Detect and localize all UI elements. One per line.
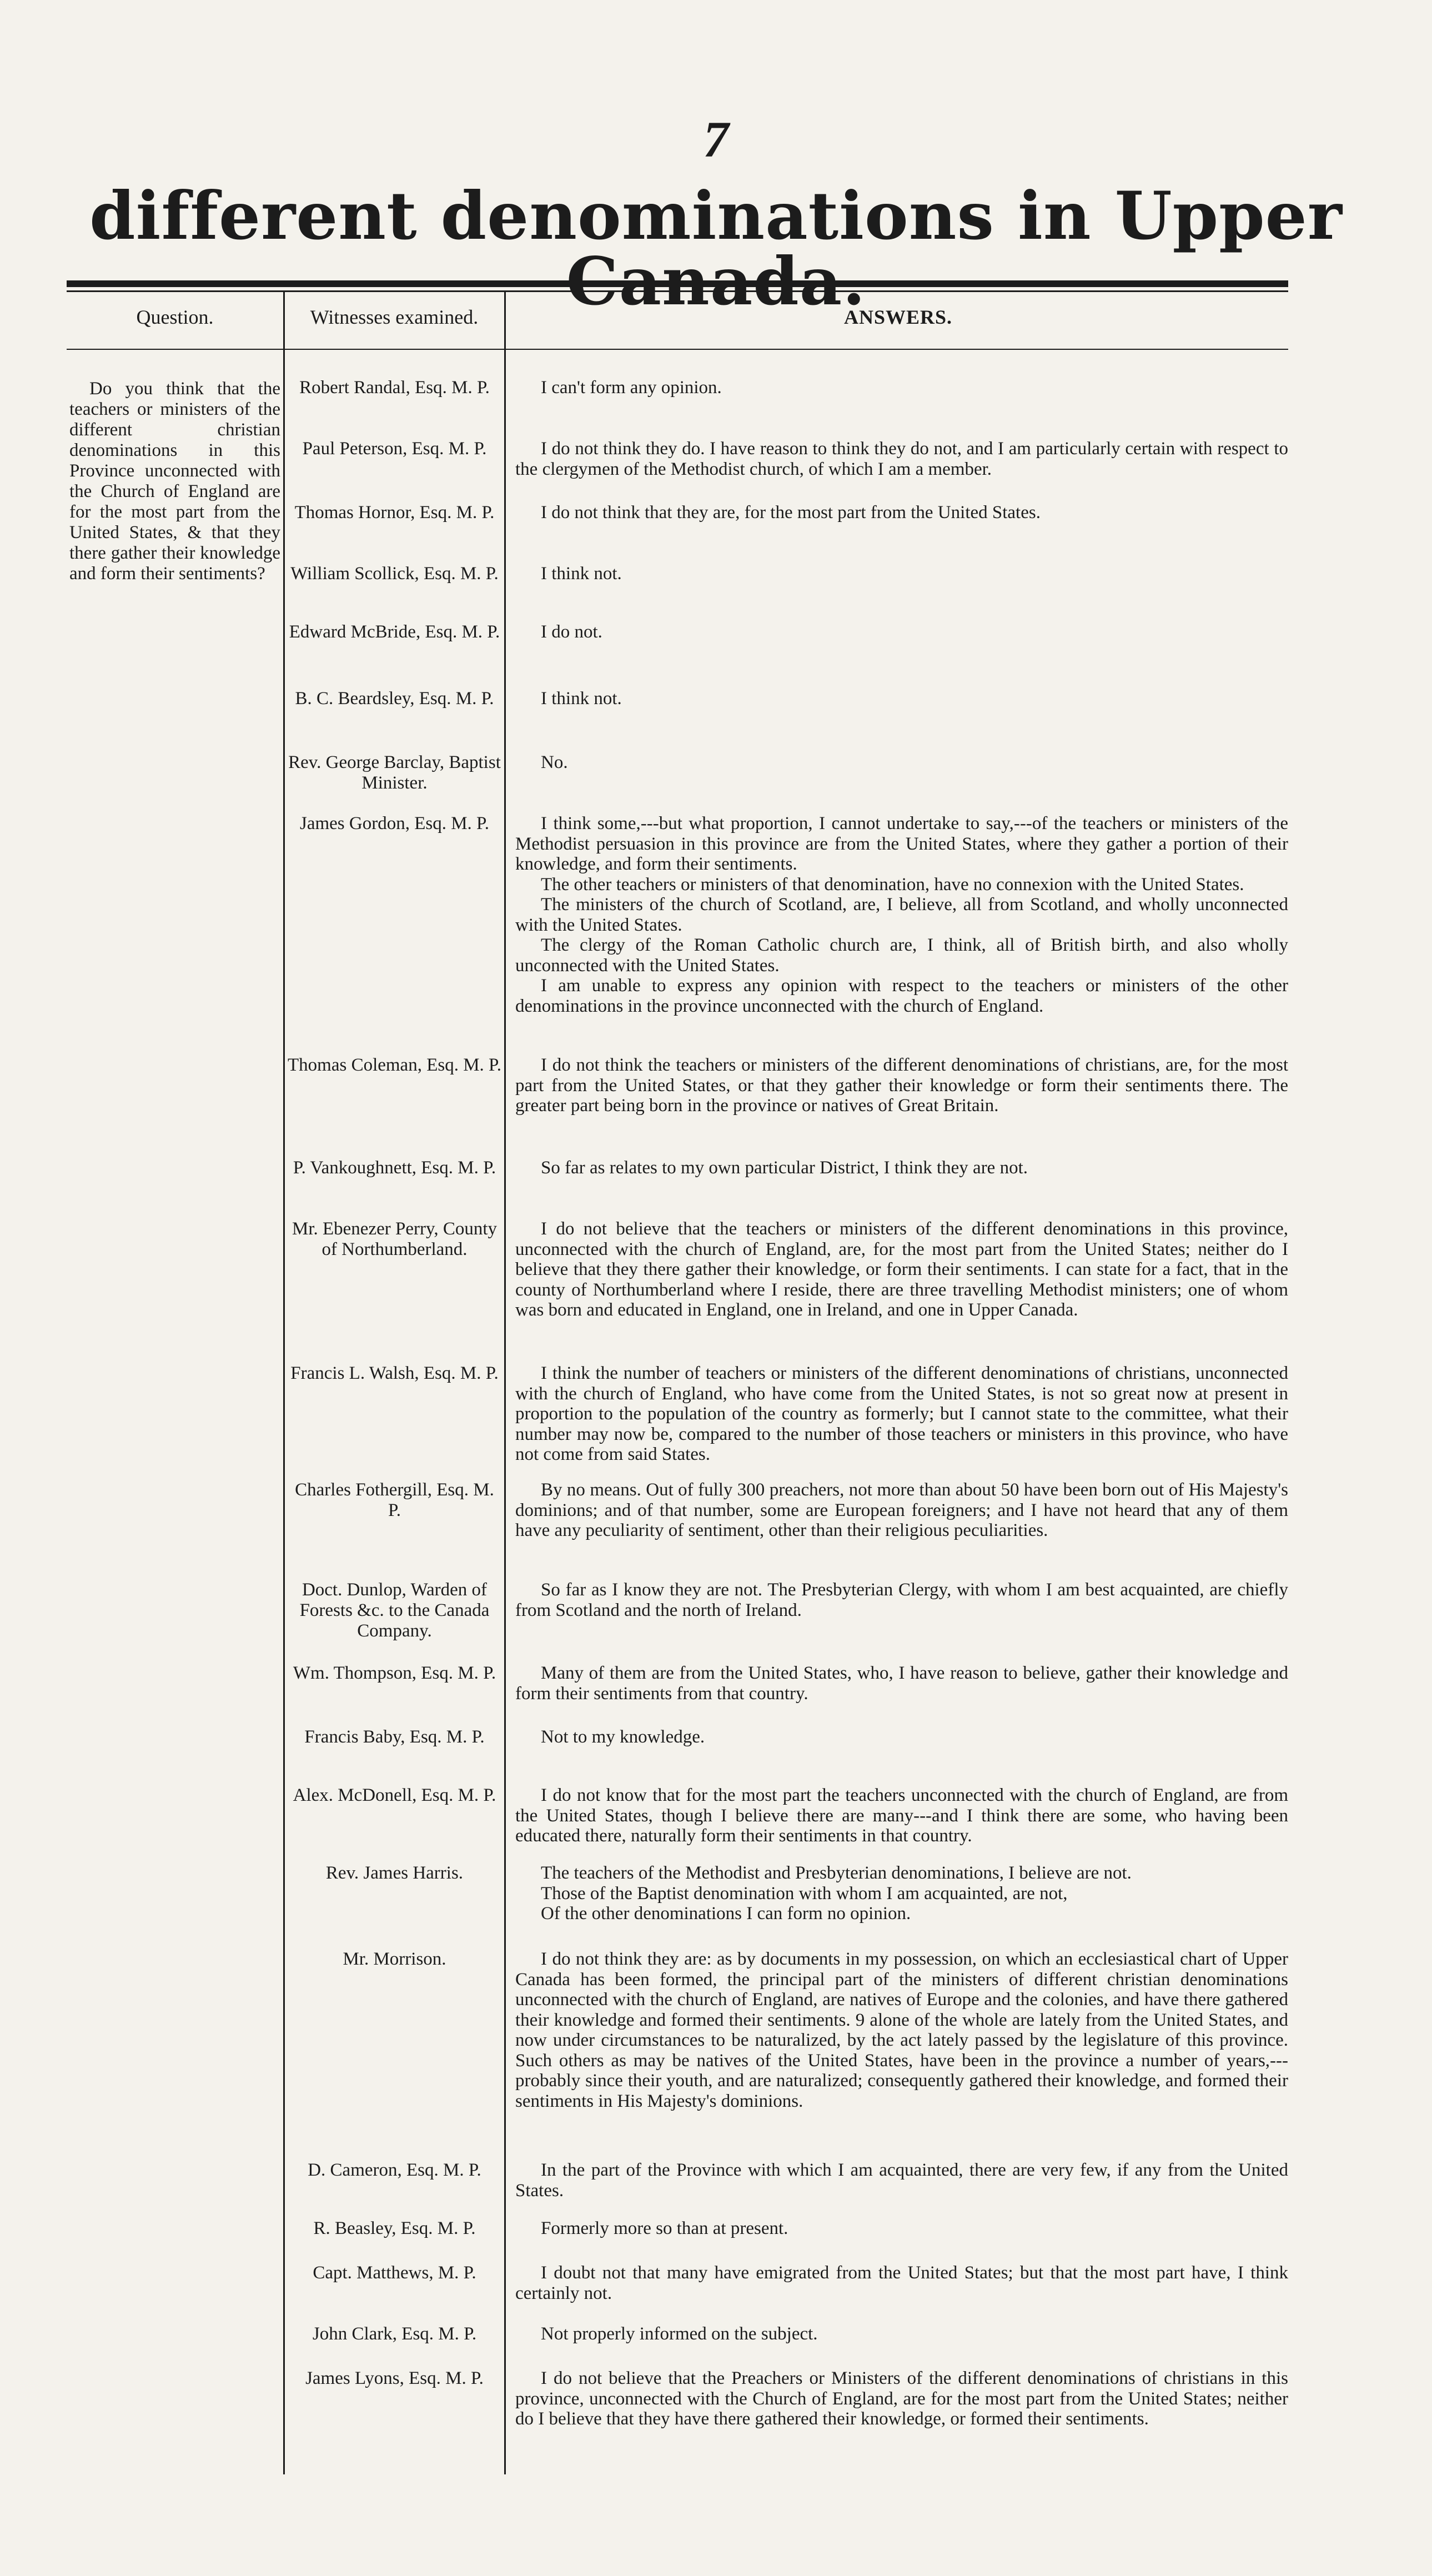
answer-paragraph: Not properly informed on the subject.	[541, 2324, 818, 2344]
witness-name: Robert Randal, Esq. M. P.	[299, 378, 490, 398]
column-divider-2	[504, 292, 506, 2474]
witness-name: James Gordon, Esq. M. P.	[299, 814, 489, 833]
header-rule-thick	[67, 280, 1288, 287]
column-header-question: Question.	[136, 306, 214, 328]
answer-paragraph: By no means. Out of fully 300 preachers, not more than about 50 have been born out of His Majesty's dominions; and of that number, some are European foreigners; and I have not heard that any of them have any peculiarity of sentiment, other than their religious peculiarities.	[515, 1480, 1288, 1540]
answer-paragraph: I do not think they do. I have reason to think they do not, and I am particularly certain with respect to the clergymen of the Methodist church, of which I am a member.	[515, 439, 1288, 479]
answer-text	[515, 2160, 1288, 2201]
answer-text	[515, 378, 1288, 398]
answer-text	[515, 1663, 1288, 1704]
answer-text	[515, 814, 1288, 1016]
witness-name: Charles Fothergill, Esq. M. P.	[295, 1480, 494, 1520]
answer-paragraph: I do not think that they are, for the most part from the United States.	[541, 503, 1041, 523]
answer-paragraph: I think some,---but what proportion, I cannot undertake to say,---of the teachers or ministers of the Methodist persuasion in this province are from the United States, where they gather a portion of their knowledge, and form their sentiments.	[515, 814, 1288, 874]
answer-paragraph: The other teachers or ministers of that denomination, have no connexion with the United States.	[541, 874, 1244, 895]
answer-paragraph: The clergy of the Roman Catholic church are, I think, all of British birth, and also wholly unconnected with the United States.	[515, 935, 1288, 976]
witness-name: Capt. Matthews, M. P.	[313, 2263, 476, 2283]
answer-paragraph: I do not think they are: as by documents in my possession, on which an ecclesiastical chart of Upper Canada has been formed, the principal part of the ministers of different christian denominations unconnected with the church of England, are natives of Europe and the colonies, and have there gathered their knowledge and formed their sentiments. 9 alone of the whole are lately from the United States, and now under circumstances to be naturalized, by the act lately passed by the legislature of this province. Such others as may be natives of the United States, have been in the province a number of years,---probably since their youth, and are naturalized; consequently gathered their knowledge, and formed their sentiments in His Majesty's dominions.	[515, 1949, 1288, 2111]
answer-text	[515, 2218, 1288, 2239]
answer-text	[515, 564, 1288, 584]
question-text: Do you think that the teachers or ministers of the different christian denominations in this Province unconnected with the Church of England are for the most part from the United States, & that they there gather their knowledge and form their sentiments?	[69, 379, 280, 584]
witness-name: Francis Baby, Esq. M. P.	[304, 1727, 485, 1747]
witness-name: Thomas Coleman, Esq. M. P.	[288, 1055, 501, 1075]
answer-text	[515, 1158, 1288, 1178]
witness-name: Francis L. Walsh, Esq. M. P.	[290, 1363, 499, 1383]
answer-paragraph: The teachers of the Methodist and Presbyterian denominations, I believe are not.	[541, 1863, 1132, 1883]
column-header-answers: ANSWERS.	[843, 306, 953, 328]
answer-text	[515, 2324, 1288, 2344]
answer-paragraph: Not to my knowledge.	[541, 1727, 705, 1747]
witness-name: D. Cameron, Esq. M. P.	[308, 2160, 481, 2180]
witness-name: Paul Peterson, Esq. M. P.	[302, 439, 487, 459]
answer-text	[515, 1785, 1288, 1846]
witness-name: Alex. McDonell, Esq. M. P.	[293, 1785, 496, 1805]
column-header-witnesses: Witnesses examined.	[310, 306, 479, 328]
witness-name: Rev. George Barclay, Baptist Minister.	[288, 752, 501, 793]
witness-name: R. Beasley, Esq. M. P.	[313, 2218, 476, 2238]
answer-text	[515, 503, 1288, 523]
answer-text	[515, 1863, 1288, 1924]
answer-text	[515, 1580, 1288, 1620]
answer-paragraph: I think not.	[541, 689, 622, 709]
page-title: different denominations in Upper	[89, 177, 1343, 254]
answer-text	[515, 1949, 1288, 2111]
answer-paragraph: I do not know that for the most part the teachers unconnected with the church of England, are from the United States, though I believe there are many---and I think there are some, who having been educated there, naturally form their sentiments in that country.	[515, 1785, 1288, 1846]
witness-name: James Lyons, Esq. M. P.	[305, 2368, 484, 2388]
answer-paragraph: Those of the Baptist denomination with whom I am acquainted, are not,	[541, 1883, 1068, 1904]
witness-name: Mr. Ebenezer Perry, County of Northumberland.	[292, 1219, 497, 1259]
column-divider-1	[283, 292, 285, 2474]
answer-text	[515, 689, 1288, 709]
answer-paragraph: I doubt not that many have emigrated from the United States; but that the most part have, I think certainly not.	[515, 2263, 1288, 2303]
answer-paragraph: I am unable to express any opinion with respect to the teachers or ministers of the other denominations in the province unconnected with the church of England.	[515, 976, 1288, 1016]
answer-paragraph: I do not.	[541, 622, 602, 642]
column-header-rule	[67, 349, 1288, 350]
witness-name: Rev. James Harris.	[325, 1863, 464, 1883]
answer-text	[515, 2263, 1288, 2303]
answer-text	[515, 1219, 1288, 1320]
answer-text	[515, 2368, 1288, 2429]
answer-paragraph: So far as I know they are not. The Presbyterian Clergy, with whom I am best acquainted, are chiefly from Scotland and the north of Ireland.	[515, 1580, 1288, 1620]
witness-name: John Clark, Esq. M. P.	[312, 2324, 477, 2344]
answer-text	[515, 439, 1288, 479]
answer-paragraph: In the part of the Province with which I am acquainted, there are very few, if any from the United States.	[515, 2160, 1288, 2201]
answer-paragraph: I can't form any opinion.	[541, 378, 722, 398]
answer-paragraph: No.	[541, 752, 568, 772]
answer-paragraph: Formerly more so than at present.	[541, 2218, 788, 2238]
witness-name: William Scollick, Esq. M. P.	[290, 564, 499, 584]
witness-name: Mr. Morrison.	[343, 1949, 446, 1969]
answer-text	[515, 1727, 1288, 1748]
answer-text	[515, 622, 1288, 642]
header-rule-thin	[67, 290, 1288, 292]
answer-paragraph: So far as relates to my own particular District, I think they are not.	[541, 1158, 1028, 1178]
witness-name: Wm. Thompson, Esq. M. P.	[293, 1663, 496, 1683]
answer-text	[515, 1363, 1288, 1465]
answer-paragraph: I do not believe that the Preachers or Ministers of the different denominations of christians in this province, unconnected with the Church of England, are for the most part from the United States; neither do I believe that they have there gathered their knowledge, or formed their sentiments.	[515, 2368, 1288, 2429]
answer-paragraph: The ministers of the church of Scotland, are, I believe, all from Scotland, and wholly unconnected with the United States.	[515, 895, 1288, 935]
answer-text	[515, 752, 1288, 773]
page-number: 7	[703, 111, 729, 168]
witness-name: Edward McBride, Esq. M. P.	[289, 622, 500, 642]
answer-text	[515, 1055, 1288, 1116]
answer-text	[515, 1480, 1288, 1541]
answer-paragraph: Of the other denominations I can form no opinion.	[541, 1904, 911, 1924]
witness-name: Thomas Hornor, Esq. M. P.	[294, 503, 495, 523]
answer-paragraph: I think the number of teachers or ministers of the different denominations of christians, unconnected with the church of England, who have come from the United States, is not so great now at present in proportion to the population of the country as formerly; but I cannot state to the committee, what their number may now be, compared to the number of those teachers or ministers in this province, who have not come from said States.	[515, 1363, 1288, 1464]
witness-name: P. Vankoughnett, Esq. M. P.	[293, 1158, 496, 1178]
witness-name: Doct. Dunlop, Warden of Forests &c. to the Canada Company.	[299, 1580, 490, 1641]
witness-name: B. C. Beardsley, Esq. M. P.	[295, 689, 494, 709]
answer-paragraph: I do not believe that the teachers or ministers of the different denominations in this province, unconnected with the church of England, are, for the most part from the United States; neither do I believe that they there gather their knowledge, or form their sentiments. I can state for a fact, that in the county of Northumberland where I reside, there are three travelling Methodist ministers; one of whom was born and educated in England, one in Ireland, and one in Upper Canada.	[515, 1219, 1288, 1320]
answer-paragraph: Many of them are from the United States, who, I have reason to believe, gather their knowledge and form their sentiments from that country.	[515, 1663, 1288, 1704]
answer-paragraph: I do not think the teachers or ministers of the different denominations of christians, are, for the most part from the United States, or that they gather their knowledge or form their sentiments there. The greater part being born in the province or natives of Great Britain.	[515, 1055, 1288, 1116]
answer-paragraph: I think not.	[541, 564, 622, 584]
